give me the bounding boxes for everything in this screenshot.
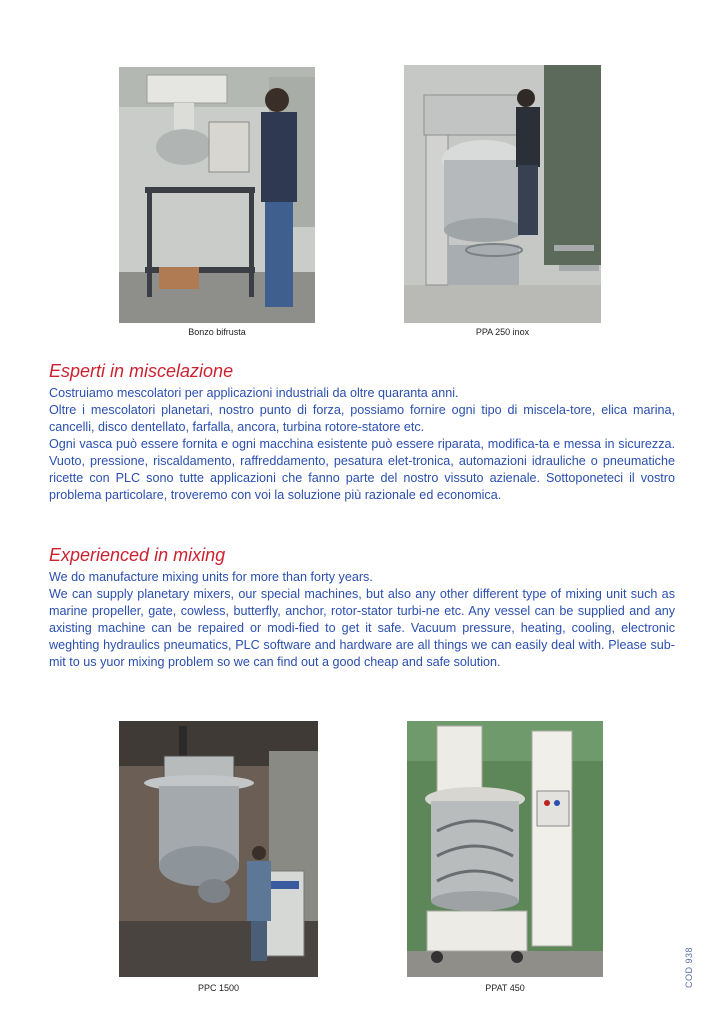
paragraph-line: Costruiamo mescolatori per applicazioni industriali da oltre quaranta anni. [49, 386, 459, 400]
photo-ppa-250-inox [404, 65, 601, 323]
paragraph-line: We can supply planetary mixers, our special machines, but also any other different type of mixing unit such as marine propeller, gate, cowless, butterfly, anchor, rotor-stator turbi-ne etc. Any vessel can be supplied and any axisting machine can be repaired or modi-fied to get it safe. Vacuum pressure, heating, cooling, electronic weghting hydraulics pneumatics, PLC software and hardware are all things we can easily deal with. Please sub-mit to us yuor mixing problem so we can find out a good cheap and safe solution. [49, 587, 675, 669]
caption-ppc-1500: PPC 1500 [197, 983, 240, 993]
document-code: COD 938 [684, 946, 694, 988]
section-title-english: Experienced in mixing [49, 545, 226, 565]
paragraph-line: Ogni vasca può essere fornita e ogni macchina esistente può essere riparata, modifica-ta e messa in sicurezza. Vuoto, pressione, riscaldamento, raffreddamento, pesatura elet-tronica, automazioni idrauliche o pneumatiche ricette con PLC sono tutte applicazioni che fanno parte del nostro vissuto azienale. Sottoponeteci il vostro problema particolare, troveremo con voi la soluzione più razionale ed economica. [49, 437, 675, 502]
body-text-english [49, 569, 675, 671]
paragraph-line: Oltre i mescolatori planetari, nostro punto di forza, possiamo fornire ogni tipo di miscela-tore, elica marina, cancelli, disco dentellato, farfalla, ancora, turbina rotore-statore etc. [49, 403, 675, 434]
caption-bonzo-bifrusta: Bonzo bifrusta [188, 327, 246, 337]
photo-ppat-450 [407, 721, 603, 977]
caption-ppa-250-inox: PPA 250 inox [475, 327, 530, 337]
caption-ppat-450: PPAT 450 [485, 983, 525, 993]
body-text-italian [49, 385, 675, 504]
paragraph-line: We do manufacture mixing units for more than forty years. [49, 570, 373, 584]
photo-bonzo-bifrusta [119, 67, 315, 323]
photo-ppc-1500 [119, 721, 318, 977]
section-title-italian: Esperti in miscelazione [49, 361, 234, 381]
